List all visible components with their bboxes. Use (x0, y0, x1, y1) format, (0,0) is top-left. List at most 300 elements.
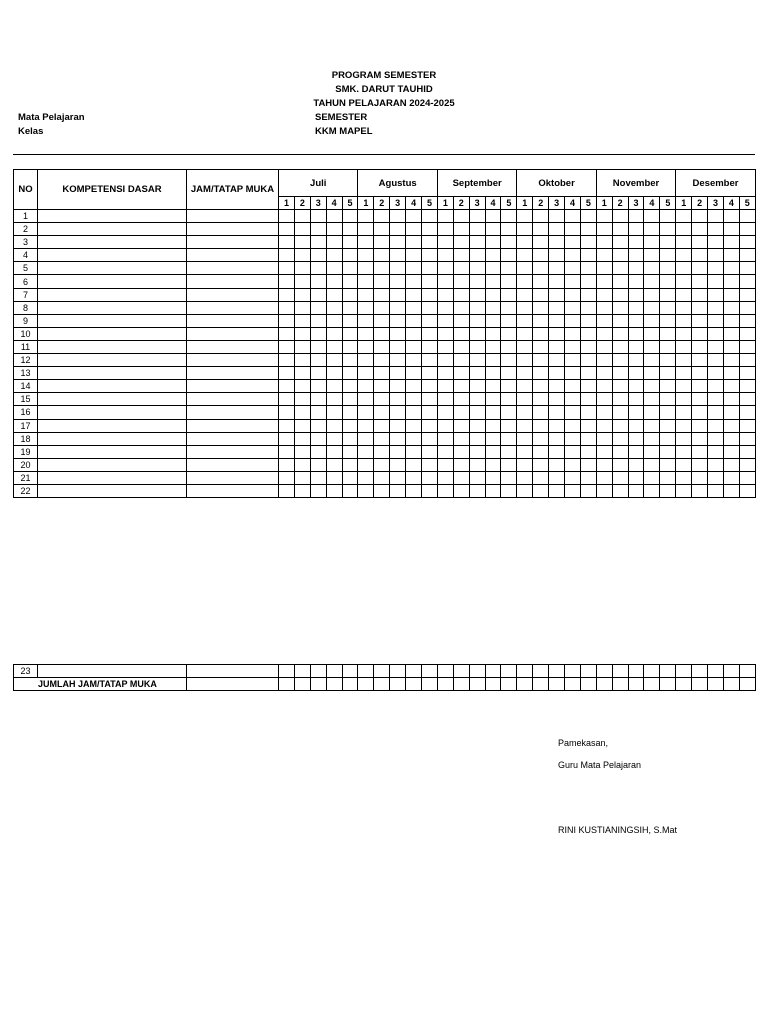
week-cell (565, 471, 581, 484)
week-cell (326, 432, 342, 445)
kompetensi-cell (38, 327, 187, 340)
week-cell (279, 432, 295, 445)
week-cell (358, 445, 374, 458)
week-cell (565, 210, 581, 223)
week-cell (517, 249, 533, 262)
week-cell (628, 445, 644, 458)
jam-cell (187, 262, 279, 275)
table-row (14, 249, 756, 262)
week-cell (326, 458, 342, 471)
week-cell (723, 236, 739, 249)
week-cell (660, 380, 676, 393)
week-cell (501, 223, 517, 236)
week-cell (294, 327, 310, 340)
week-cell (612, 288, 628, 301)
jam-cell (187, 665, 279, 678)
week-cell (565, 236, 581, 249)
table-row (14, 354, 756, 367)
week-cell (437, 393, 453, 406)
table-row (14, 367, 756, 380)
week-cell (485, 288, 501, 301)
jam-cell (187, 367, 279, 380)
week-cell (612, 249, 628, 262)
week-cell (723, 340, 739, 353)
week-cell (310, 445, 326, 458)
week-cell (374, 432, 390, 445)
week-cell (469, 354, 485, 367)
week-cell (723, 367, 739, 380)
row-number: 6 (14, 275, 38, 288)
week-header: 4 (406, 197, 422, 210)
week-cell (739, 419, 755, 432)
week-cell (708, 314, 724, 327)
week-cell (326, 340, 342, 353)
week-cell (326, 314, 342, 327)
week-cell (660, 301, 676, 314)
week-cell (342, 406, 358, 419)
week-cell (485, 484, 501, 497)
week-cell (390, 445, 406, 458)
week-cell (501, 678, 517, 691)
week-cell (660, 445, 676, 458)
week-cell (326, 484, 342, 497)
week-cell (326, 236, 342, 249)
week-cell (279, 406, 295, 419)
week-cell (676, 458, 692, 471)
week-cell (310, 419, 326, 432)
week-cell (279, 327, 295, 340)
week-cell (294, 380, 310, 393)
week-cell (739, 288, 755, 301)
jam-cell (187, 275, 279, 288)
week-cell (692, 393, 708, 406)
week-cell (342, 393, 358, 406)
week-cell (533, 419, 549, 432)
week-cell (469, 419, 485, 432)
week-cell (326, 249, 342, 262)
week-cell (628, 367, 644, 380)
week-header: 3 (469, 197, 485, 210)
week-cell (517, 445, 533, 458)
week-cell (342, 223, 358, 236)
week-cell (533, 678, 549, 691)
jam-cell (187, 471, 279, 484)
week-cell (358, 380, 374, 393)
week-cell (501, 340, 517, 353)
week-cell (342, 484, 358, 497)
week-cell (390, 393, 406, 406)
week-cell (708, 419, 724, 432)
week-cell (692, 301, 708, 314)
week-cell (485, 406, 501, 419)
week-cell (580, 301, 596, 314)
week-cell (612, 340, 628, 353)
week-cell (326, 380, 342, 393)
week-header: 3 (390, 197, 406, 210)
week-cell (723, 354, 739, 367)
week-cell (437, 432, 453, 445)
week-cell (310, 471, 326, 484)
week-cell (628, 288, 644, 301)
week-cell (326, 354, 342, 367)
week-cell (549, 288, 565, 301)
row-number: 22 (14, 484, 38, 497)
week-cell (533, 367, 549, 380)
week-cell (580, 210, 596, 223)
col-header-no: NO (14, 170, 38, 210)
week-cell (533, 458, 549, 471)
week-cell (326, 327, 342, 340)
kompetensi-cell (38, 419, 187, 432)
week-cell (501, 406, 517, 419)
week-cell (485, 223, 501, 236)
week-cell (739, 314, 755, 327)
week-cell (517, 367, 533, 380)
week-cell (676, 340, 692, 353)
week-cell (692, 432, 708, 445)
jam-cell (187, 406, 279, 419)
week-cell (326, 210, 342, 223)
week-cell (692, 236, 708, 249)
week-cell (437, 340, 453, 353)
week-cell (596, 432, 612, 445)
week-cell (628, 665, 644, 678)
row-number: 2 (14, 223, 38, 236)
week-cell (692, 419, 708, 432)
week-cell (453, 484, 469, 497)
week-cell (342, 314, 358, 327)
week-cell (708, 367, 724, 380)
table-row (14, 445, 756, 458)
week-cell (279, 393, 295, 406)
week-cell (692, 327, 708, 340)
week-cell (692, 665, 708, 678)
kompetensi-cell (38, 275, 187, 288)
week-cell (342, 678, 358, 691)
week-cell (596, 223, 612, 236)
week-header: 1 (279, 197, 295, 210)
week-cell (374, 301, 390, 314)
week-cell (453, 340, 469, 353)
week-cell (565, 380, 581, 393)
week-cell (358, 665, 374, 678)
row-number: 12 (14, 354, 38, 367)
week-cell (739, 327, 755, 340)
week-cell (739, 458, 755, 471)
row-number: 15 (14, 393, 38, 406)
kompetensi-cell (38, 249, 187, 262)
week-cell (628, 340, 644, 353)
week-cell (708, 236, 724, 249)
week-cell (453, 458, 469, 471)
week-cell (406, 354, 422, 367)
week-cell (565, 678, 581, 691)
week-header: 1 (437, 197, 453, 210)
week-cell (390, 210, 406, 223)
week-cell (310, 340, 326, 353)
table-row (14, 210, 756, 223)
week-cell (501, 471, 517, 484)
week-cell (596, 471, 612, 484)
month-header: Agustus (358, 170, 437, 197)
week-cell (580, 288, 596, 301)
week-cell (422, 458, 438, 471)
week-cell (279, 288, 295, 301)
week-cell (565, 419, 581, 432)
week-cell (644, 665, 660, 678)
week-cell (310, 484, 326, 497)
week-cell (501, 432, 517, 445)
week-cell (358, 210, 374, 223)
week-cell (644, 471, 660, 484)
week-cell (565, 327, 581, 340)
jam-cell (187, 249, 279, 262)
row-number: 10 (14, 327, 38, 340)
week-header: 3 (310, 197, 326, 210)
week-cell (723, 223, 739, 236)
month-header: November (596, 170, 675, 197)
week-cell (469, 262, 485, 275)
week-cell (326, 262, 342, 275)
week-cell (358, 314, 374, 327)
week-cell (692, 445, 708, 458)
week-cell (533, 354, 549, 367)
week-cell (469, 678, 485, 691)
week-cell (723, 314, 739, 327)
week-cell (326, 445, 342, 458)
week-cell (485, 471, 501, 484)
week-cell (437, 223, 453, 236)
kompetensi-cell (38, 236, 187, 249)
week-cell (422, 484, 438, 497)
week-cell (612, 275, 628, 288)
week-cell (692, 406, 708, 419)
week-cell (580, 367, 596, 380)
week-cell (596, 314, 612, 327)
total-label: JUMLAH JAM/TATAP MUKA (14, 678, 187, 691)
table-row (14, 314, 756, 327)
jam-cell (187, 393, 279, 406)
row-number: 11 (14, 340, 38, 353)
subject-label: Mata Pelajaran (18, 112, 85, 123)
week-cell (628, 406, 644, 419)
col-header-kompetensi: KOMPETENSI DASAR (38, 170, 187, 210)
week-cell (342, 367, 358, 380)
week-cell (294, 445, 310, 458)
week-cell (533, 249, 549, 262)
week-header: 4 (565, 197, 581, 210)
week-cell (612, 458, 628, 471)
week-cell (628, 275, 644, 288)
week-cell (612, 223, 628, 236)
week-cell (676, 471, 692, 484)
week-cell (676, 314, 692, 327)
week-cell (437, 367, 453, 380)
week-cell (708, 354, 724, 367)
week-cell (453, 367, 469, 380)
week-cell (501, 249, 517, 262)
week-cell (437, 262, 453, 275)
week-cell (294, 458, 310, 471)
week-cell (390, 288, 406, 301)
week-cell (596, 354, 612, 367)
week-cell (406, 393, 422, 406)
week-cell (739, 665, 755, 678)
week-cell (533, 432, 549, 445)
kompetensi-cell (38, 340, 187, 353)
week-cell (485, 393, 501, 406)
week-cell (628, 471, 644, 484)
row-number: 17 (14, 419, 38, 432)
week-cell (485, 432, 501, 445)
week-cell (342, 288, 358, 301)
week-cell (533, 484, 549, 497)
week-header: 2 (453, 197, 469, 210)
week-cell (612, 367, 628, 380)
week-cell (279, 665, 295, 678)
week-cell (565, 445, 581, 458)
week-cell (628, 419, 644, 432)
week-cell (342, 210, 358, 223)
week-cell (676, 367, 692, 380)
week-cell (549, 393, 565, 406)
week-cell (708, 406, 724, 419)
week-cell (342, 301, 358, 314)
week-cell (723, 484, 739, 497)
document-title-block (0, 69, 768, 111)
week-cell (406, 327, 422, 340)
week-cell (342, 432, 358, 445)
week-cell (628, 262, 644, 275)
week-cell (533, 340, 549, 353)
jam-cell (187, 458, 279, 471)
week-cell (565, 393, 581, 406)
week-cell (406, 301, 422, 314)
week-cell (676, 380, 692, 393)
week-cell (310, 327, 326, 340)
week-cell (628, 678, 644, 691)
row-number: 13 (14, 367, 38, 380)
week-cell (294, 301, 310, 314)
week-cell (374, 236, 390, 249)
week-cell (723, 458, 739, 471)
week-cell (437, 406, 453, 419)
week-cell (374, 458, 390, 471)
week-cell (549, 340, 565, 353)
week-cell (596, 445, 612, 458)
week-cell (580, 380, 596, 393)
academic-year: TAHUN PELAJARAN 2024-2025 (313, 98, 455, 109)
week-cell (294, 406, 310, 419)
row-number: 18 (14, 432, 38, 445)
week-cell (390, 262, 406, 275)
week-cell (628, 249, 644, 262)
week-cell (310, 354, 326, 367)
week-cell (279, 301, 295, 314)
week-cell (453, 471, 469, 484)
week-cell (723, 288, 739, 301)
week-cell (485, 419, 501, 432)
week-cell (580, 445, 596, 458)
table-row (14, 327, 756, 340)
week-cell (453, 327, 469, 340)
week-cell (326, 223, 342, 236)
week-cell (565, 301, 581, 314)
week-cell (612, 471, 628, 484)
week-cell (453, 665, 469, 678)
week-cell (660, 393, 676, 406)
week-cell (517, 419, 533, 432)
week-cell (596, 380, 612, 393)
week-cell (406, 380, 422, 393)
week-cell (342, 275, 358, 288)
month-header: Oktober (517, 170, 596, 197)
week-cell (580, 340, 596, 353)
week-cell (517, 340, 533, 353)
jam-cell (187, 236, 279, 249)
week-cell (644, 367, 660, 380)
week-cell (310, 249, 326, 262)
semester-label: SEMESTER (315, 112, 368, 123)
row-number: 20 (14, 458, 38, 471)
kompetensi-cell (38, 380, 187, 393)
week-cell (517, 678, 533, 691)
week-cell (279, 210, 295, 223)
week-cell (390, 471, 406, 484)
week-cell (453, 354, 469, 367)
semester-total-table (13, 664, 756, 691)
week-cell (533, 471, 549, 484)
table-row (14, 406, 756, 419)
week-cell (580, 678, 596, 691)
week-header: 4 (644, 197, 660, 210)
kkm-label: KKM MAPEL (315, 126, 373, 137)
week-header: 5 (422, 197, 438, 210)
week-cell (294, 471, 310, 484)
week-cell (374, 484, 390, 497)
week-cell (660, 484, 676, 497)
week-cell (549, 484, 565, 497)
week-cell (326, 471, 342, 484)
week-cell (294, 275, 310, 288)
week-header: 4 (723, 197, 739, 210)
week-cell (739, 275, 755, 288)
week-cell (517, 210, 533, 223)
week-cell (644, 301, 660, 314)
week-cell (723, 301, 739, 314)
week-cell (279, 340, 295, 353)
week-cell (406, 445, 422, 458)
kompetensi-cell (38, 406, 187, 419)
week-cell (501, 393, 517, 406)
week-cell (596, 275, 612, 288)
kompetensi-cell (38, 665, 187, 678)
week-header: 2 (294, 197, 310, 210)
week-cell (676, 236, 692, 249)
week-cell (422, 471, 438, 484)
week-cell (279, 484, 295, 497)
week-cell (374, 340, 390, 353)
week-cell (279, 354, 295, 367)
row-number: 5 (14, 262, 38, 275)
week-cell (310, 678, 326, 691)
week-cell (549, 678, 565, 691)
week-cell (342, 665, 358, 678)
week-cell (660, 432, 676, 445)
week-cell (644, 262, 660, 275)
jam-cell (187, 223, 279, 236)
week-cell (739, 678, 755, 691)
